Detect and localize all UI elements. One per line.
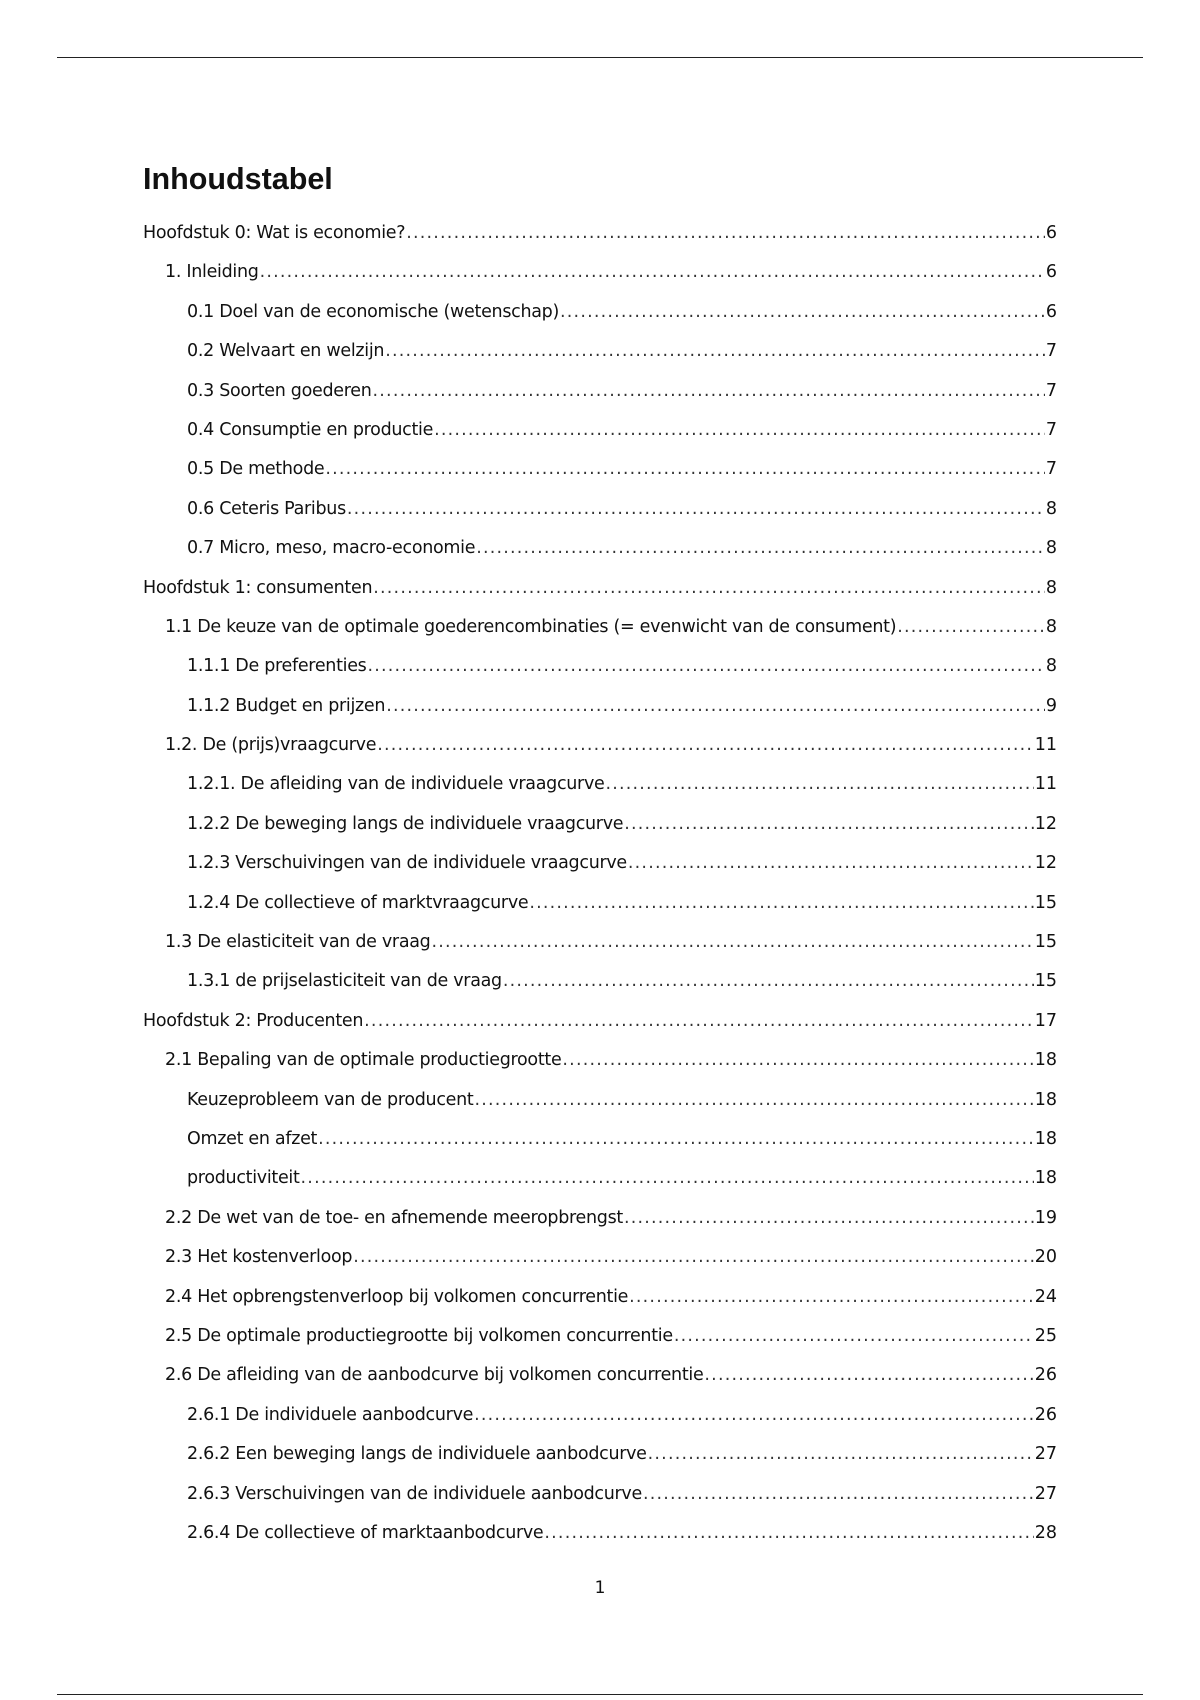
toc-dot-leader (353, 1242, 1034, 1272)
toc-entry-label: Hoofdstuk 2: Producenten (143, 1010, 364, 1031)
toc-dot-leader (674, 1321, 1034, 1351)
toc-entry[interactable] (143, 297, 1057, 336)
toc-entry[interactable] (143, 257, 1057, 296)
toc-dot-leader (476, 533, 1045, 563)
toc-entry-page-number: 11 (1034, 774, 1057, 795)
header-rule (57, 57, 1143, 58)
toc-dot-leader (474, 1400, 1034, 1430)
toc-entry-label: 2.6.4 De collectieve of marktaanbodcurve (187, 1522, 544, 1543)
toc-entry-label: 1.1.2 Budget en prijzen (187, 695, 386, 716)
toc-entry[interactable] (143, 769, 1057, 808)
toc-entry[interactable] (143, 1085, 1057, 1124)
toc-entry[interactable] (143, 376, 1057, 415)
toc-entry[interactable] (143, 888, 1057, 927)
page-title: Inhoudstabel (143, 162, 333, 196)
toc-dot-leader (643, 1479, 1034, 1509)
toc-entry[interactable] (143, 1360, 1057, 1399)
toc-entry[interactable] (143, 1321, 1057, 1360)
toc-entry-label: 1.1 De keuze van de optimale goederencombinaties (= evenwicht van de consument) (165, 616, 897, 637)
toc-entry-page-number: 8 (1045, 498, 1057, 519)
toc-entry-label: 2.5 De optimale productiegrootte bij volkomen concurrentie (165, 1325, 673, 1346)
toc-dot-leader (377, 730, 1034, 760)
toc-dot-leader (318, 1124, 1034, 1154)
toc-entry-label: Hoofdstuk 0: Wat is economie? (143, 223, 406, 243)
toc-entry-label: 1.2.1. De afleiding van de individuele vraagcurve (187, 774, 605, 795)
toc-entry-label: 1.3 De elasticiteit van de vraag (165, 932, 431, 953)
toc-entry-page-number: 18 (1034, 1050, 1057, 1071)
toc-entry-page-number: 7 (1045, 380, 1057, 401)
toc-dot-leader (367, 651, 1044, 681)
toc-entry[interactable] (143, 927, 1057, 966)
toc-entry-page-number: 18 (1034, 1089, 1057, 1110)
toc-entry[interactable] (143, 1124, 1057, 1163)
toc-entry[interactable] (143, 1203, 1057, 1242)
table-of-contents (143, 218, 1057, 1557)
toc-entry-page-number: 9 (1045, 695, 1057, 716)
toc-entry-label: 0.1 Doel van de economische (wetenschap) (187, 301, 560, 322)
toc-entry-label: 0.7 Micro, meso, macro-economie (187, 538, 476, 559)
toc-entry-page-number: 7 (1045, 459, 1057, 480)
toc-dot-leader (475, 1085, 1034, 1115)
toc-entry-page-number: 28 (1034, 1522, 1057, 1543)
toc-dot-leader (301, 1163, 1034, 1193)
toc-entry-page-number: 6 (1045, 301, 1057, 322)
toc-entry[interactable] (143, 218, 1057, 257)
toc-entry[interactable] (143, 1282, 1057, 1321)
toc-dot-leader (434, 415, 1045, 445)
toc-entry-label: Hoofdstuk 1: consumenten (143, 577, 373, 598)
toc-dot-leader (629, 1282, 1034, 1312)
toc-entry[interactable] (143, 1518, 1057, 1557)
toc-entry[interactable] (143, 336, 1057, 375)
toc-dot-leader (385, 336, 1045, 366)
toc-entry-label: 2.6.1 De individuele aanbodcurve (187, 1404, 474, 1425)
toc-entry[interactable] (143, 966, 1057, 1005)
toc-entry-label: 2.3 Het kostenverloop (165, 1247, 353, 1268)
toc-entry[interactable] (143, 809, 1057, 848)
toc-dot-leader (364, 1006, 1034, 1036)
toc-entry-page-number: 25 (1034, 1325, 1057, 1346)
toc-entry-label: 0.4 Consumptie en productie (187, 419, 434, 440)
toc-entry-page-number: 7 (1045, 341, 1057, 362)
toc-entry-page-number: 18 (1034, 1168, 1057, 1189)
toc-entry[interactable] (143, 533, 1057, 572)
toc-dot-leader (704, 1360, 1033, 1390)
toc-dot-leader (544, 1518, 1033, 1548)
toc-dot-leader (628, 848, 1034, 878)
toc-entry-page-number: 26 (1034, 1404, 1057, 1425)
toc-entry-label: 1.2.3 Verschuivingen van de individuele vraagcurve (187, 853, 627, 874)
toc-entry-page-number: 8 (1045, 538, 1057, 559)
toc-entry-label: 0.2 Welvaart en welzijn (187, 341, 385, 362)
toc-dot-leader (347, 494, 1045, 524)
toc-dot-leader (560, 297, 1045, 327)
toc-dot-leader (325, 454, 1045, 484)
footer-rule (57, 1694, 1143, 1695)
toc-entry-label: 2.6 De afleiding van de aanbodcurve bij volkomen concurrentie (165, 1365, 704, 1386)
toc-entry-page-number: 7 (1045, 419, 1057, 440)
toc-dot-leader (373, 376, 1045, 406)
toc-entry[interactable] (143, 1400, 1057, 1439)
toc-entry[interactable] (143, 415, 1057, 454)
toc-entry-page-number: 8 (1045, 577, 1057, 598)
toc-entry-label: 1.2.2 De beweging langs de individuele vraagcurve (187, 813, 624, 834)
page-number: 1 (594, 1578, 606, 1598)
toc-entry-page-number: 18 (1034, 1128, 1057, 1149)
toc-entry-label: 2.1 Bepaling van de optimale productiegrootte (165, 1050, 562, 1071)
toc-entry-label: 2.4 Het opbrengstenverloop bij volkomen concurrentie (165, 1286, 629, 1307)
toc-entry[interactable] (143, 651, 1057, 690)
toc-entry-page-number: 27 (1034, 1483, 1057, 1504)
toc-entry-page-number: 12 (1034, 813, 1057, 834)
toc-entry-label: 1.3.1 de prijselasticiteit van de vraag (187, 971, 502, 992)
toc-entry-page-number: 26 (1034, 1365, 1057, 1386)
toc-entry-page-number: 19 (1034, 1207, 1057, 1228)
toc-entry-page-number: 15 (1034, 932, 1057, 953)
toc-dot-leader (562, 1045, 1033, 1075)
toc-entry-label: productiviteit (187, 1168, 300, 1189)
toc-entry[interactable] (143, 1479, 1057, 1518)
toc-dot-leader (386, 691, 1045, 721)
toc-entry[interactable] (143, 730, 1057, 769)
toc-entry-label: 1.2. De (prijs)vraagcurve (165, 735, 377, 756)
toc-entry-label: Omzet en afzet (187, 1128, 318, 1149)
toc-entry-page-number: 8 (1045, 616, 1057, 637)
toc-entry-label: 0.5 De methode (187, 459, 325, 480)
toc-entry-label: 2.6.3 Verschuivingen van de individuele aanbodcurve (187, 1483, 642, 1504)
toc-entry-page-number: 24 (1034, 1286, 1057, 1307)
toc-entry-page-number: 12 (1034, 853, 1057, 874)
toc-dot-leader (529, 888, 1033, 918)
toc-dot-leader (605, 769, 1033, 799)
toc-entry-label: Keuzeprobleem van de producent (187, 1089, 474, 1110)
toc-dot-leader (897, 612, 1045, 642)
toc-dot-leader (373, 573, 1045, 603)
toc-entry-page-number: 27 (1034, 1444, 1057, 1465)
toc-entry-page-number: 6 (1045, 223, 1057, 243)
toc-dot-leader (624, 1203, 1034, 1233)
toc-entry[interactable] (143, 848, 1057, 887)
toc-entry-label: 1.2.4 De collectieve of marktvraagcurve (187, 892, 529, 913)
toc-entry-page-number: 15 (1034, 892, 1057, 913)
toc-entry[interactable] (143, 612, 1057, 651)
toc-dot-leader (503, 966, 1034, 996)
toc-entry[interactable] (143, 494, 1057, 533)
toc-entry-page-number: 15 (1034, 971, 1057, 992)
toc-entry-label: 1. Inleiding (165, 262, 259, 283)
toc-entry-page-number: 8 (1045, 656, 1057, 677)
toc-entry-label: 1.1.1 De preferenties (187, 656, 367, 677)
toc-entry[interactable] (143, 1163, 1057, 1202)
toc-entry[interactable] (143, 1045, 1057, 1084)
toc-entry-label: 2.6.2 Een beweging langs de individuele aanbodcurve (187, 1444, 647, 1465)
toc-dot-leader (624, 809, 1033, 839)
toc-entry-page-number: 20 (1034, 1247, 1057, 1268)
toc-entry-page-number: 6 (1045, 262, 1057, 283)
toc-entry[interactable] (143, 1439, 1057, 1478)
toc-entry[interactable] (143, 1242, 1057, 1281)
toc-entry[interactable] (143, 691, 1057, 730)
toc-dot-leader (260, 257, 1045, 287)
toc-dot-leader (648, 1439, 1034, 1469)
toc-entry[interactable] (143, 454, 1057, 493)
toc-entry[interactable] (143, 573, 1057, 612)
toc-dot-leader (431, 927, 1033, 957)
toc-entry-page-number: 17 (1034, 1010, 1057, 1031)
toc-entry[interactable] (143, 1006, 1057, 1045)
toc-dot-leader (406, 218, 1045, 248)
toc-entry-label: 0.6 Ceteris Paribus (187, 498, 346, 519)
toc-entry-page-number: 11 (1034, 735, 1057, 756)
toc-entry-label: 2.2 De wet van de toe- en afnemende meeropbrengst (165, 1207, 623, 1228)
toc-entry-label: 0.3 Soorten goederen (187, 380, 372, 401)
